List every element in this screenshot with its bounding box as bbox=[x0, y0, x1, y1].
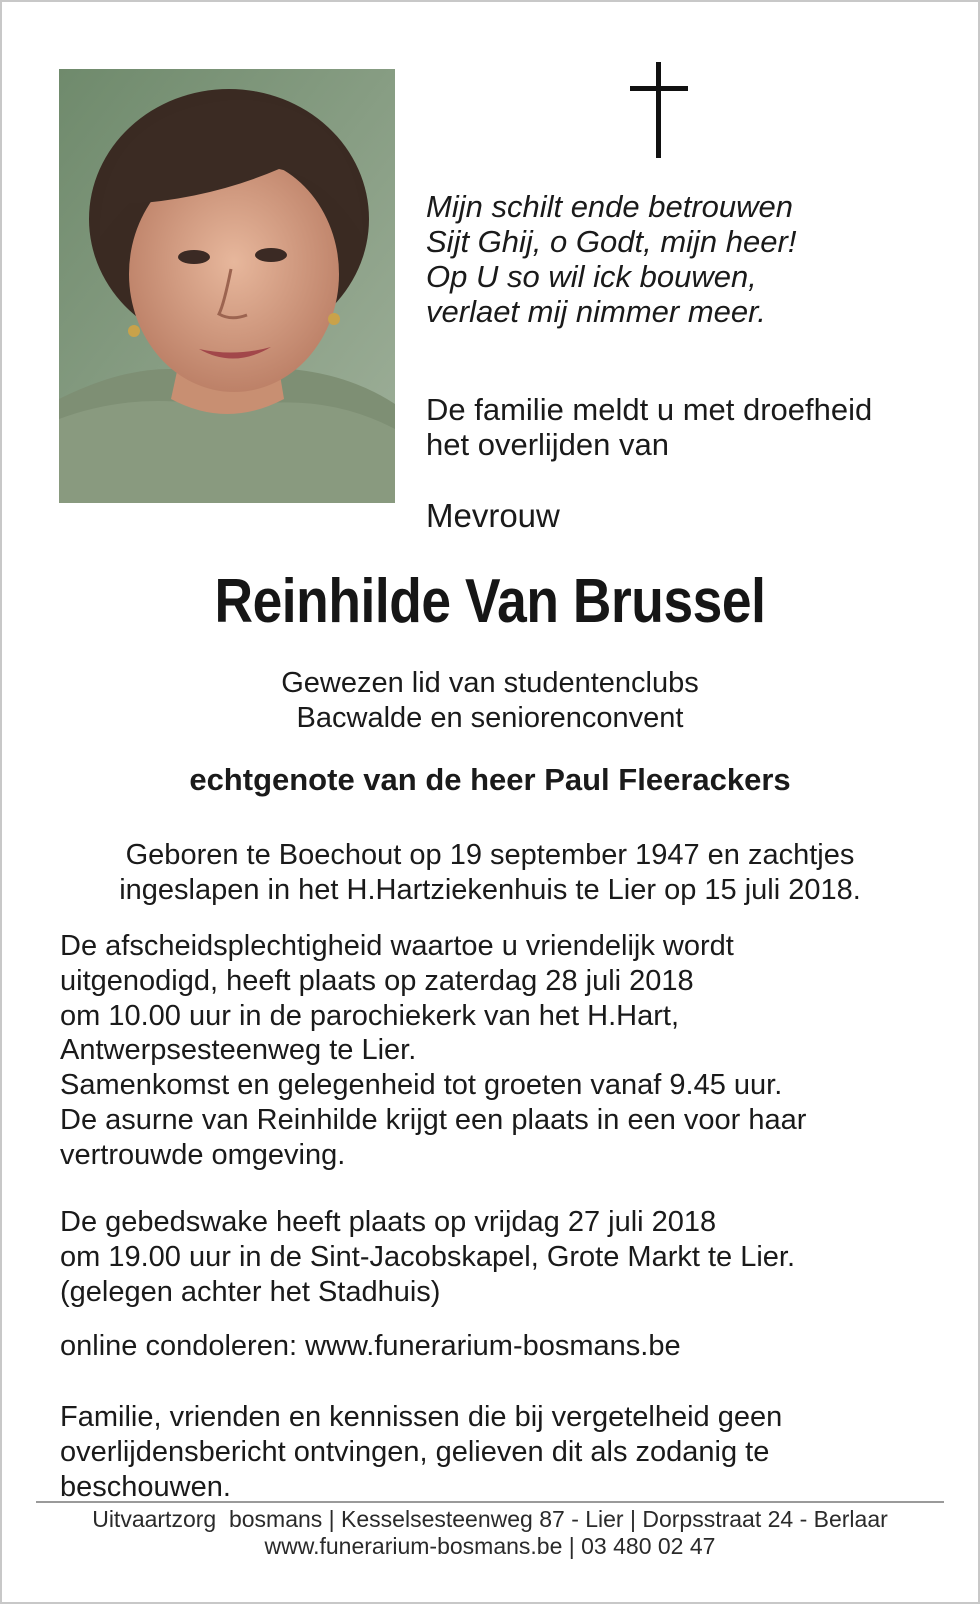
verse-line: verlaet mij nimmer meer. bbox=[426, 294, 766, 329]
deceased-name: Reinhilde Van Brussel bbox=[214, 567, 766, 636]
wake-line: om 19.00 uur in de Sint-Jacobskapel, Grote Markt te Lier. bbox=[60, 1240, 796, 1273]
honorific: Mevrouw bbox=[426, 497, 560, 534]
footer-divider bbox=[36, 1501, 944, 1503]
family-note bbox=[60, 1400, 940, 1504]
ceremony-line: De asurne van Reinhilde krijgt een plaats in een voor haar bbox=[60, 1103, 807, 1136]
birth-death-info bbox=[2, 838, 978, 908]
online-condolence: online condoleren: www.funerarium-bosmans.be bbox=[60, 1330, 681, 1362]
ceremony-line: vertrouwde omgeving. bbox=[60, 1138, 346, 1171]
announcement-line: het overlijden van bbox=[426, 427, 669, 462]
footer-contact: www.funerarium-bosmans.be | 03 480 02 47 bbox=[264, 1533, 716, 1559]
family-note-line: Familie, vrienden en kennissen die bij vergetelheid geen bbox=[60, 1401, 783, 1433]
wake-line: (gelegen achter het Stadhuis) bbox=[60, 1275, 441, 1308]
ceremony-line: Antwerpsesteenweg te Lier. bbox=[60, 1034, 417, 1067]
ceremony-line: om 10.00 uur in de parochiekerk van het H.Hart, bbox=[60, 999, 679, 1032]
verse bbox=[426, 189, 946, 329]
announcement bbox=[426, 392, 946, 462]
footer-address: Uitvaartzorg bosmans | Kesselsesteenweg 87 - Lier | Dorpsstraat 24 - Berlaar bbox=[92, 1506, 888, 1532]
ceremony-line: Samenkomst en gelegenheid tot groeten vanaf 9.45 uur. bbox=[60, 1069, 783, 1102]
family-note-line: beschouwen. bbox=[60, 1470, 231, 1503]
ceremony-info bbox=[60, 929, 940, 1173]
clubs-line: Gewezen lid van studentenclubs bbox=[281, 667, 699, 699]
verse-line: Sijt Ghij, o Godt, mijn heer! bbox=[426, 224, 797, 259]
spouse-line: echtgenote van de heer Paul Fleerackers bbox=[189, 762, 791, 797]
ceremony-line: uitgenodigd, heeft plaats op zaterdag 28 juli 2018 bbox=[60, 964, 694, 997]
verse-line: Mijn schilt ende betrouwen bbox=[426, 189, 794, 224]
cross-icon bbox=[630, 62, 688, 158]
clubs-membership bbox=[2, 666, 978, 736]
portrait-photo bbox=[59, 69, 395, 503]
announcement-line: De familie meldt u met droefheid bbox=[426, 392, 873, 427]
wake-line: De gebedswake heeft plaats op vrijdag 27 juli 2018 bbox=[60, 1206, 717, 1238]
clubs-line: Bacwalde en seniorenconvent bbox=[296, 702, 684, 734]
born-line: ingeslapen in het H.Hartziekenhuis te Lier op 15 juli 2018. bbox=[119, 874, 861, 906]
family-note-line: overlijdensbericht ontvingen, gelieven dit als zodanig te bbox=[60, 1435, 770, 1468]
ceremony-line: De afscheidsplechtigheid waartoe u vriendelijk wordt bbox=[60, 930, 734, 962]
wake-info bbox=[60, 1205, 940, 1309]
born-line: Geboren te Boechout op 19 september 1947 en zachtjes bbox=[125, 839, 855, 871]
verse-line: Op U so wil ick bouwen, bbox=[426, 259, 757, 294]
